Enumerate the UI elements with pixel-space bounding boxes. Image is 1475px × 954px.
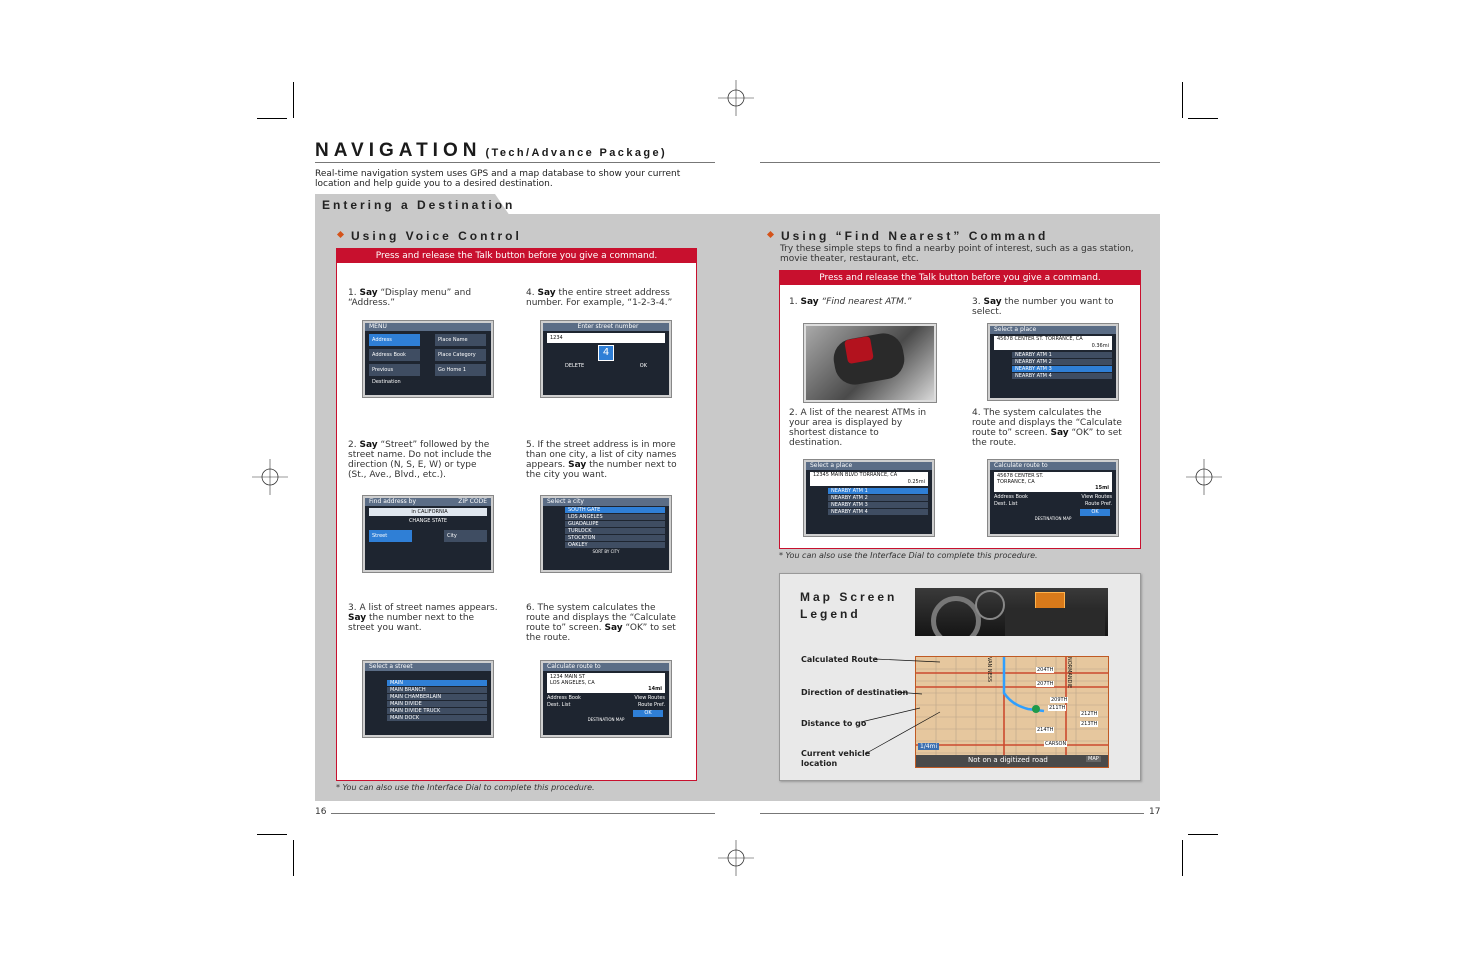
city-row: STOCKTON <box>565 535 665 541</box>
dest-list-option: Dest. List <box>547 702 571 708</box>
crop-mark <box>293 840 294 876</box>
atm-row: NEARBY ATM 1 <box>1012 352 1112 358</box>
step-number: 5. <box>526 440 535 450</box>
voice-step-3 <box>348 603 503 633</box>
map-status-text: Not on a digitized road <box>968 756 1048 764</box>
state-line: in CALIFORNIA <box>369 508 487 516</box>
step-say: Say <box>1050 428 1069 438</box>
sort-label: SORT BY CITY <box>592 549 620 554</box>
registration-mark-icon <box>718 80 754 116</box>
nearest-heading <box>768 229 1048 243</box>
legend-title <box>800 589 897 623</box>
page-number-right: 17 <box>1149 807 1161 817</box>
step-say: Say <box>568 460 587 470</box>
route-distance: 15mi <box>1095 485 1109 491</box>
voice-footnote: * You can also use the Interface Dial to complete this procedure. <box>336 783 595 792</box>
registration-mark-icon <box>718 840 754 876</box>
voice-step-4 <box>526 288 676 308</box>
route-pref-option: Route Pref. <box>637 702 665 708</box>
route-pref-option: Route Pref. <box>1084 501 1112 507</box>
atm-row: NEARBY ATM 3 <box>1012 366 1112 372</box>
street-number-screen <box>541 321 671 397</box>
street-row: MAIN <box>387 680 487 686</box>
screen-title-text: Find address by <box>369 498 417 505</box>
select-street-screen <box>363 661 493 737</box>
bullet-diamond-icon <box>337 231 344 238</box>
screen-title: Select a street <box>365 663 491 671</box>
route-address-1: 45678 CENTER ST. <box>997 473 1044 479</box>
step-say: Say <box>359 288 378 298</box>
calculate-route-screen <box>541 661 671 737</box>
street-number-value: 1234 <box>547 333 665 343</box>
route-address-2: LOS ANGELES, CA <box>550 680 595 686</box>
step-pre: If the street address is in more than one city, a list of city names appears. <box>526 440 677 470</box>
intro-text: Real-time navigation system uses GPS and a map database to show your current location and help guide you to a desired destination. <box>315 169 681 189</box>
step-text: “Street” followed by the street name. Do not include the direction (N, S, E, W) or type (St., Ave., Blvd., etc.). <box>348 440 492 480</box>
street-row: MAIN BRANCH <box>387 687 487 693</box>
ok-option: OK <box>633 710 663 717</box>
step-number: 2. <box>789 408 798 418</box>
map-street-label: CARSON <box>1045 741 1067 747</box>
atm-row: NEARBY ATM 2 <box>828 495 928 501</box>
menu-screen <box>363 321 493 397</box>
atm-list-screen-a <box>804 460 934 536</box>
route-distance: 14mi <box>648 686 662 692</box>
voice-heading <box>338 229 522 243</box>
city-row: LOS ANGELES <box>565 514 665 520</box>
legend-current-vehicle-location: Current vehicle location <box>801 749 871 768</box>
legend-title-line-2: Legend <box>800 607 861 621</box>
step-say: Say <box>359 440 378 450</box>
destination-map-label: DESTINATION MAP <box>587 717 625 722</box>
city-row: GUADALUPE <box>565 521 665 527</box>
screen-title <box>365 498 491 506</box>
street-row: MAIN DOCK <box>387 715 487 721</box>
atm-row: NEARBY ATM 4 <box>828 509 928 515</box>
zip-code-label: ZIP CODE <box>458 498 487 505</box>
step-say: Say <box>537 288 556 298</box>
map-street-label: 214TH <box>1037 727 1054 733</box>
dest-list-option: Dest. List <box>994 501 1018 507</box>
crop-mark <box>257 834 287 835</box>
voice-heading-text: Using Voice Control <box>351 229 522 243</box>
screen-title: Select a place <box>806 462 932 470</box>
voice-step-5 <box>526 440 678 480</box>
header-rule-right <box>760 162 1160 163</box>
registration-mark-icon <box>1186 459 1222 495</box>
destination-map-label: DESTINATION MAP <box>1034 516 1072 521</box>
talk-instruction-bar: Press and release the Talk button before you give a command. <box>337 249 696 263</box>
place-address: 12345 MAIN BLVD TORRANCE, CA <box>813 472 898 478</box>
step-text: “OK” to set the route. <box>526 623 676 643</box>
legend-direction-of-destination: Direction of destination <box>801 688 909 697</box>
section-tab-label: Entering a Destination <box>322 198 516 212</box>
talk-button-photo <box>804 324 936 402</box>
place-distance: 0.36mi <box>1091 343 1109 349</box>
footer-rule-right <box>760 813 1144 814</box>
crop-mark <box>1188 118 1218 119</box>
nearest-description: Try these simple steps to find a nearby point of interest, such as a gas station, movie theater, restaurant, etc. <box>780 244 1134 264</box>
crop-mark <box>1188 834 1218 835</box>
view-routes-option: View Routes <box>1081 494 1112 500</box>
nearest-step-2 <box>789 408 934 448</box>
step-number: 4. <box>972 408 981 418</box>
talk-instruction-bar: Press and release the Talk button before you give a command. <box>780 271 1140 285</box>
menu-item-place-name: Place Name <box>435 334 486 346</box>
city-row: SOUTH GATE <box>565 507 665 513</box>
street-option: Street <box>369 530 412 542</box>
place-address: 45678 CENTER ST. TORRANCE, CA <box>997 336 1083 342</box>
screen-title: Select a place <box>990 326 1116 334</box>
step-text: “Display menu” and “Address.” <box>348 288 472 308</box>
step-text: the entire street address number. For example, “1-2-3-4.” <box>526 288 673 308</box>
step-text: the number you want to select. <box>972 297 1114 317</box>
atm-row: NEARBY ATM 2 <box>1012 359 1112 365</box>
map-street-label: VAN NESS <box>986 657 992 683</box>
crop-mark <box>293 82 294 118</box>
atm-row: NEARBY ATM 3 <box>828 502 928 508</box>
screen-title: MENU <box>365 323 491 331</box>
step-number: 3. <box>348 603 357 613</box>
ok-label: OK <box>639 363 647 369</box>
map-street-label: 204TH <box>1037 667 1054 673</box>
header-rule-left <box>315 162 715 163</box>
legend-distance-to-go: Distance to go <box>801 719 867 728</box>
step-text: the number next to the street you want. <box>348 613 475 633</box>
route-address-2: TORRANCE, CA <box>997 479 1035 485</box>
map-street-label: 209TH <box>1051 697 1068 703</box>
legend-title-line-1: Map Screen <box>800 590 898 604</box>
address-book-option: Address Book <box>547 695 581 701</box>
step-number: 1. <box>789 297 798 307</box>
crop-mark <box>1182 840 1183 876</box>
screen-title: Calculate route to <box>543 663 669 671</box>
nearest-step-4 <box>972 408 1122 448</box>
ok-option: OK <box>1080 509 1110 516</box>
city-option: City <box>444 530 487 542</box>
registration-mark-icon <box>252 459 288 495</box>
crop-mark <box>1182 82 1183 118</box>
atm-row: NEARBY ATM 1 <box>828 488 928 494</box>
nearest-footnote: * You can also use the Interface Dial to complete this procedure. <box>779 551 1038 560</box>
voice-step-1 <box>348 288 488 308</box>
map-street-label: 211TH <box>1049 705 1066 711</box>
delete-label: DELETE <box>565 363 585 369</box>
crop-mark <box>257 118 287 119</box>
address-book-option: Address Book <box>994 494 1028 500</box>
map-street-label: 212TH <box>1081 711 1098 717</box>
map-street-label: NORMANDIE <box>1066 657 1072 689</box>
map-distance-readout: 1/4mi <box>920 743 938 750</box>
city-row: TURLOCK <box>565 528 665 534</box>
menu-item-go-home: Go Home 1 <box>435 364 486 376</box>
title-text: NAVIGATION <box>315 140 482 161</box>
find-address-screen <box>363 496 493 572</box>
menu-item-address-book: Address Book <box>369 349 420 361</box>
street-row: MAIN CHAMBERLAIN <box>387 694 487 700</box>
screen-title: Select a city <box>543 498 669 506</box>
step-text: “Find nearest ATM.” <box>818 297 912 307</box>
nearest-heading-text: Using “Find Nearest” Command <box>781 229 1049 243</box>
nearest-step-3 <box>972 297 1122 317</box>
step-number: 4. <box>526 288 535 298</box>
street-row: MAIN DIVIDE TRUCK <box>387 708 487 714</box>
map-street-label: 213TH <box>1081 721 1098 727</box>
step-say: Say <box>604 623 623 633</box>
step-number: 1. <box>348 288 357 298</box>
street-row: MAIN DIVIDE <box>387 701 487 707</box>
atm-calculate-route-screen <box>988 460 1118 536</box>
legend-calculated-route: Calculated Route <box>801 655 878 664</box>
talk-icon <box>844 336 874 364</box>
step-text: “OK” to set the route. <box>972 428 1122 448</box>
page-number-left: 16 <box>315 807 327 817</box>
step-say: Say <box>983 297 1002 307</box>
screen-title: Calculate route to <box>990 462 1116 470</box>
step-number: 2. <box>348 440 357 450</box>
voice-step-2 <box>348 440 496 480</box>
change-state-label: CHANGE STATE <box>408 518 448 524</box>
step-pre: A list of the nearest ATMs in your area is displayed by shortest distance to destination. <box>789 408 927 448</box>
atm-list-screen-b <box>988 324 1118 400</box>
menu-item-address: Address <box>369 334 420 346</box>
place-distance: 0.25mi <box>907 479 925 485</box>
screen-title: Enter street number <box>543 323 669 331</box>
step-pre: The system calculates the route and displays the “Calculate route to” screen. <box>972 408 1122 438</box>
page-title <box>315 140 667 162</box>
title-subtitle: (Tech/Advance Package) <box>485 147 668 159</box>
view-routes-option: View Routes <box>634 695 665 701</box>
step-text: the number next to the city you want. <box>526 460 677 480</box>
legend-leader-lines <box>860 650 950 760</box>
map-button: MAP <box>1088 756 1099 762</box>
step-say: Say <box>800 297 819 307</box>
step-number: 6. <box>526 603 535 613</box>
step-number: 3. <box>972 297 981 307</box>
atm-row: NEARBY ATM 4 <box>1012 373 1112 379</box>
bullet-diamond-icon <box>767 231 774 238</box>
step-pre: The system calculates the route and displays the “Calculate route to” screen. <box>526 603 676 633</box>
dashboard-photo <box>915 588 1108 636</box>
step-say: Say <box>348 613 367 623</box>
nearest-step-1 <box>789 297 939 307</box>
route-address-1: 1234 MAIN ST <box>550 674 586 680</box>
voice-step-6 <box>526 603 676 643</box>
menu-item-previous-destination: Previous Destination <box>369 364 420 376</box>
city-row: OAKLEY <box>565 542 665 548</box>
menu-item-place-category: Place Category <box>435 349 486 361</box>
selected-digit: 4 <box>598 345 614 361</box>
map-street-label: 207TH <box>1037 681 1054 687</box>
select-city-screen <box>541 496 671 572</box>
step-pre: A list of street names appears. <box>359 603 498 613</box>
footer-rule-left <box>331 813 715 814</box>
